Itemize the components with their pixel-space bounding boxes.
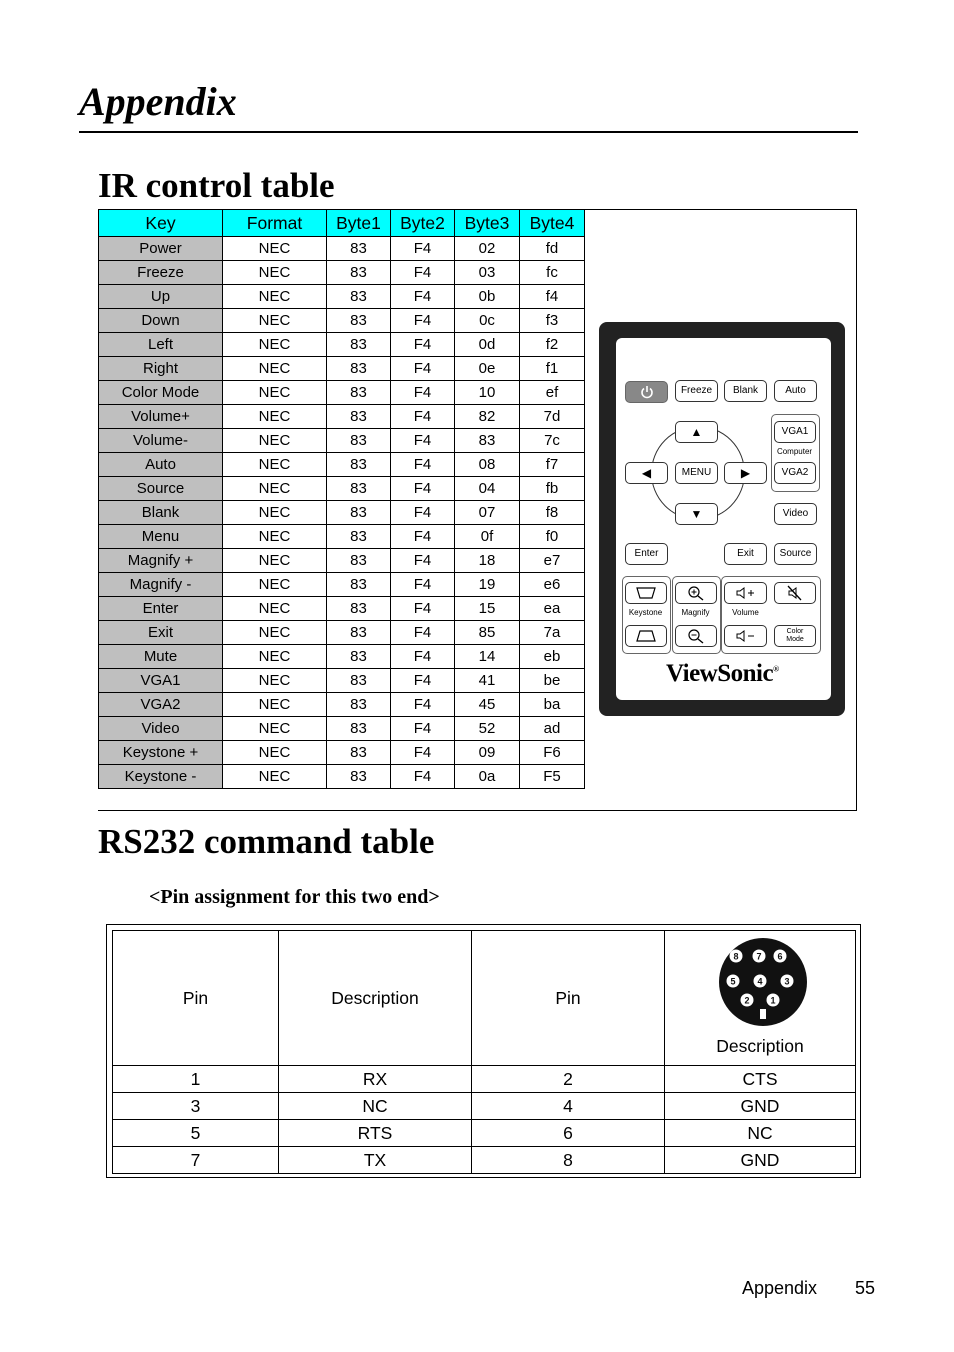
ir-cell-key: Right: [99, 357, 223, 381]
ir-cell-format: NEC: [223, 573, 327, 597]
ir-cell-byte3: 03: [455, 261, 520, 285]
ir-cell-byte2: F4: [391, 573, 455, 597]
ir-cell-byte1: 83: [327, 741, 391, 765]
down-arrow-icon: ▼: [690, 507, 703, 521]
ir-cell-key: Mute: [99, 645, 223, 669]
ir-cell-key: Video: [99, 717, 223, 741]
right-arrow-icon: ▶: [740, 466, 751, 480]
ir-cell-key: Volume-: [99, 429, 223, 453]
ir-cell-byte3: 0c: [455, 309, 520, 333]
ir-cell-byte3: 04: [455, 477, 520, 501]
connector-pin-label: 6: [777, 951, 783, 962]
ir-cell-byte4: 7c: [520, 429, 585, 453]
ir-cell-byte3: 08: [455, 453, 520, 477]
ir-cell-key: Down: [99, 309, 223, 333]
ir-cell-byte3: 41: [455, 669, 520, 693]
ir-control-heading: IR control table: [98, 166, 335, 205]
up-arrow-icon: ▲: [690, 425, 703, 439]
ir-cell-format: NEC: [223, 261, 327, 285]
ir-cell-key: Volume+: [99, 405, 223, 429]
right-button: [724, 462, 767, 484]
power-icon: [640, 385, 654, 399]
ir-row: [99, 429, 585, 453]
ir-cell-key: Keystone +: [99, 741, 223, 765]
ir-cell-byte2: F4: [391, 669, 455, 693]
ir-row: [99, 741, 585, 765]
rs232-cell-description: GND: [665, 1147, 856, 1174]
page-number: 55: [855, 1278, 876, 1298]
ir-cell-byte4: fd: [520, 237, 585, 261]
ir-row: [99, 285, 585, 309]
footer-section: Appendix: [742, 1278, 818, 1298]
ir-cell-byte1: 83: [327, 717, 391, 741]
ir-cell-key: Left: [99, 333, 223, 357]
rs232-cell-pin: 8: [472, 1147, 665, 1174]
ir-cell-byte2: F4: [391, 357, 455, 381]
ir-cell-byte1: 83: [327, 381, 391, 405]
zoom-out-icon: [687, 628, 705, 644]
ir-cell-byte2: F4: [391, 525, 455, 549]
down-button: [675, 503, 718, 525]
ir-cell-byte2: F4: [391, 597, 455, 621]
connector-pin-label: 1: [770, 995, 776, 1006]
rs232-cell-pin: 5: [113, 1120, 279, 1147]
ir-cell-format: NEC: [223, 741, 327, 765]
keystone-plus-icon: [635, 586, 657, 600]
rs232-cell-description: RX: [279, 1066, 472, 1093]
col-byte3: Byte3: [455, 210, 520, 237]
ir-cell-byte3: 0e: [455, 357, 520, 381]
col-byte2: Byte2: [391, 210, 455, 237]
ir-cell-byte1: 83: [327, 645, 391, 669]
ir-cell-byte3: 85: [455, 621, 520, 645]
ir-cell-byte2: F4: [391, 717, 455, 741]
freeze-button: Freeze: [675, 380, 718, 402]
rs232-heading: RS232 command table: [98, 822, 435, 861]
blank-button: Blank: [724, 380, 767, 402]
ir-cell-byte4: ba: [520, 693, 585, 717]
color-mode-label-2: Mode: [786, 636, 804, 643]
mute-button: [774, 582, 816, 604]
ir-row: [99, 525, 585, 549]
rs232-cell-description: GND: [665, 1093, 856, 1120]
left-button: [625, 462, 668, 484]
auto-button: Auto: [774, 380, 817, 402]
ir-cell-format: NEC: [223, 525, 327, 549]
ir-cell-byte1: 83: [327, 765, 391, 789]
ir-cell-format: NEC: [223, 669, 327, 693]
ir-cell-byte1: 83: [327, 573, 391, 597]
ir-row: [99, 669, 585, 693]
keystone-minus-button: [625, 625, 667, 647]
rs232-cell-description: NC: [279, 1093, 472, 1120]
magnify-label: Magnify: [681, 608, 710, 617]
ir-cell-format: NEC: [223, 621, 327, 645]
ir-cell-format: NEC: [223, 405, 327, 429]
connector-pin-label: 3: [784, 976, 790, 987]
ir-cell-byte1: 83: [327, 405, 391, 429]
ir-cell-byte2: F4: [391, 693, 455, 717]
ir-cell-format: NEC: [223, 693, 327, 717]
ir-cell-byte4: ea: [520, 597, 585, 621]
ir-cell-byte4: ef: [520, 381, 585, 405]
ir-cell-byte3: 19: [455, 573, 520, 597]
ir-cell-format: NEC: [223, 477, 327, 501]
ir-cell-byte4: f3: [520, 309, 585, 333]
ir-cell-byte1: 83: [327, 261, 391, 285]
registered-mark: ®: [773, 664, 779, 674]
col-byte1: Byte1: [327, 210, 391, 237]
ir-control-table: [98, 209, 585, 789]
enter-button: Enter: [625, 543, 668, 565]
ir-cell-byte1: 83: [327, 237, 391, 261]
left-arrow-icon: ◀: [641, 466, 652, 480]
computer-label: Computer: [776, 447, 813, 456]
ir-row: [99, 765, 585, 789]
ir-cell-byte1: 83: [327, 693, 391, 717]
volume-label: Volume: [732, 608, 759, 617]
volume-up-icon: [735, 586, 757, 600]
ir-cell-key: Magnify -: [99, 573, 223, 597]
ir-cell-key: Source: [99, 477, 223, 501]
rs232-cell-description: TX: [279, 1147, 472, 1174]
ir-cell-format: NEC: [223, 381, 327, 405]
vga1-button: VGA1: [774, 421, 816, 443]
ir-row: [99, 309, 585, 333]
ir-row: [99, 357, 585, 381]
ir-cell-byte2: F4: [391, 429, 455, 453]
ir-cell-byte4: f0: [520, 525, 585, 549]
ir-cell-byte4: 7a: [520, 621, 585, 645]
zoom-in-icon: [687, 585, 705, 601]
magnify-plus-button: [675, 582, 717, 604]
connector-pin-label: 4: [757, 976, 763, 987]
ir-cell-byte1: 83: [327, 549, 391, 573]
din-connector-icon: [718, 937, 808, 1027]
remote-face: [616, 338, 831, 700]
ir-cell-byte4: f4: [520, 285, 585, 309]
ir-cell-byte2: F4: [391, 477, 455, 501]
rs232-cell-description: NC: [665, 1120, 856, 1147]
ir-cell-byte1: 83: [327, 453, 391, 477]
ir-cell-byte2: F4: [391, 333, 455, 357]
ir-row: [99, 693, 585, 717]
ir-row: [99, 645, 585, 669]
connector-cell: [665, 931, 856, 1066]
ir-cell-byte1: 83: [327, 501, 391, 525]
ir-cell-byte4: F5: [520, 765, 585, 789]
ir-row: [99, 717, 585, 741]
ir-cell-byte4: be: [520, 669, 585, 693]
ir-cell-byte4: fc: [520, 261, 585, 285]
col-pin-2: Pin: [472, 931, 665, 1066]
ir-cell-byte4: 7d: [520, 405, 585, 429]
keystone-minus-icon: [635, 629, 657, 643]
rs232-pin-table: [112, 930, 856, 1174]
ir-cell-byte2: F4: [391, 309, 455, 333]
ir-cell-byte2: F4: [391, 645, 455, 669]
rs232-row: [113, 1093, 856, 1120]
rs232-cell-pin: 2: [472, 1066, 665, 1093]
ir-cell-byte3: 15: [455, 597, 520, 621]
ir-cell-format: NEC: [223, 765, 327, 789]
ir-cell-format: NEC: [223, 429, 327, 453]
ir-row: [99, 477, 585, 501]
ir-cell-byte4: eb: [520, 645, 585, 669]
remote-control-image: [599, 322, 845, 716]
rs232-cell-pin: 1: [113, 1066, 279, 1093]
ir-row: [99, 501, 585, 525]
ir-cell-format: NEC: [223, 309, 327, 333]
ir-cell-key: Magnify +: [99, 549, 223, 573]
keystone-plus-button: [625, 582, 667, 604]
ir-cell-key: Auto: [99, 453, 223, 477]
ir-row: [99, 405, 585, 429]
ir-cell-byte3: 0d: [455, 333, 520, 357]
ir-cell-key: Power: [99, 237, 223, 261]
ir-cell-byte3: 14: [455, 645, 520, 669]
ir-row: [99, 573, 585, 597]
ir-cell-byte3: 52: [455, 717, 520, 741]
ir-cell-format: NEC: [223, 717, 327, 741]
ir-cell-byte1: 83: [327, 285, 391, 309]
ir-cell-key: Enter: [99, 597, 223, 621]
ir-row: [99, 597, 585, 621]
ir-cell-byte4: e7: [520, 549, 585, 573]
connector-pin-label: 5: [730, 976, 736, 987]
ir-cell-format: NEC: [223, 453, 327, 477]
ir-cell-key: Menu: [99, 525, 223, 549]
vga2-button: VGA2: [774, 462, 816, 484]
col-pin-1: Pin: [113, 931, 279, 1066]
rs232-cell-pin: 6: [472, 1120, 665, 1147]
ir-cell-byte2: F4: [391, 261, 455, 285]
col-description-2: Description: [716, 1036, 804, 1056]
ir-row: [99, 453, 585, 477]
ir-cell-key: Exit: [99, 621, 223, 645]
ir-cell-format: NEC: [223, 333, 327, 357]
ir-cell-format: NEC: [223, 285, 327, 309]
volume-minus-button: [724, 625, 767, 647]
rs232-header-row: [113, 931, 856, 1066]
ir-cell-byte2: F4: [391, 741, 455, 765]
connector-pin-label: 2: [744, 995, 750, 1006]
volume-down-icon: [735, 629, 757, 643]
ir-cell-byte4: ad: [520, 717, 585, 741]
ir-cell-byte2: F4: [391, 237, 455, 261]
ir-cell-byte1: 83: [327, 621, 391, 645]
ir-cell-byte2: F4: [391, 381, 455, 405]
rs232-row: [113, 1147, 856, 1174]
ir-row: [99, 237, 585, 261]
ir-cell-format: NEC: [223, 501, 327, 525]
source-button: Source: [774, 543, 817, 565]
ir-cell-byte4: f1: [520, 357, 585, 381]
ir-cell-byte4: f7: [520, 453, 585, 477]
ir-cell-byte2: F4: [391, 405, 455, 429]
ir-cell-byte1: 83: [327, 357, 391, 381]
ir-cell-byte2: F4: [391, 765, 455, 789]
ir-row: [99, 333, 585, 357]
ir-cell-byte4: fb: [520, 477, 585, 501]
mute-icon: [784, 585, 806, 601]
ir-cell-byte3: 45: [455, 693, 520, 717]
ir-cell-byte3: 07: [455, 501, 520, 525]
video-button: Video: [774, 503, 817, 525]
ir-row: [99, 381, 585, 405]
rs232-cell-pin: 3: [113, 1093, 279, 1120]
ir-row: [99, 621, 585, 645]
volume-plus-button: [724, 582, 767, 604]
ir-cell-byte1: 83: [327, 525, 391, 549]
color-mode-label-1: Color: [786, 628, 804, 635]
ir-cell-byte1: 83: [327, 477, 391, 501]
ir-cell-byte3: 09: [455, 741, 520, 765]
col-key: Key: [99, 210, 223, 237]
ir-cell-byte4: f8: [520, 501, 585, 525]
ir-cell-key: Keystone -: [99, 765, 223, 789]
ir-row: [99, 549, 585, 573]
ir-cell-byte2: F4: [391, 285, 455, 309]
rs232-cell-description: RTS: [279, 1120, 472, 1147]
ir-cell-format: NEC: [223, 645, 327, 669]
rs232-row: [113, 1066, 856, 1093]
ir-cell-byte4: f2: [520, 333, 585, 357]
menu-button: MENU: [675, 462, 718, 484]
magnify-minus-button: [675, 625, 717, 647]
ir-cell-key: Blank: [99, 501, 223, 525]
ir-cell-byte1: 83: [327, 333, 391, 357]
rs232-cell-pin: 4: [472, 1093, 665, 1120]
ir-cell-key: Color Mode: [99, 381, 223, 405]
ir-cell-byte3: 83: [455, 429, 520, 453]
col-byte4: Byte4: [520, 210, 585, 237]
ir-cell-byte1: 83: [327, 597, 391, 621]
rs232-cell-pin: 7: [113, 1147, 279, 1174]
ir-cell-byte4: F6: [520, 741, 585, 765]
title-rule: [79, 131, 858, 133]
ir-cell-key: Up: [99, 285, 223, 309]
ir-cell-format: NEC: [223, 549, 327, 573]
ir-cell-format: NEC: [223, 237, 327, 261]
ir-cell-byte3: 18: [455, 549, 520, 573]
ir-cell-byte2: F4: [391, 621, 455, 645]
up-button: [675, 421, 718, 443]
keystone-label: Keystone: [628, 608, 663, 617]
ir-cell-byte3: 82: [455, 405, 520, 429]
ir-cell-byte3: 10: [455, 381, 520, 405]
ir-cell-format: NEC: [223, 597, 327, 621]
col-format: Format: [223, 210, 327, 237]
color-mode-button: [774, 625, 816, 647]
viewsonic-logo: [666, 660, 779, 688]
ir-header-row: [99, 210, 585, 237]
ir-cell-byte3: 02: [455, 237, 520, 261]
ir-cell-format: NEC: [223, 357, 327, 381]
ir-cell-byte2: F4: [391, 453, 455, 477]
ir-cell-byte1: 83: [327, 309, 391, 333]
col-description-1: Description: [279, 931, 472, 1066]
ir-cell-byte3: 0b: [455, 285, 520, 309]
ir-cell-byte1: 83: [327, 669, 391, 693]
rs232-cell-description: CTS: [665, 1066, 856, 1093]
ir-cell-byte3: 0f: [455, 525, 520, 549]
power-button: [625, 381, 668, 403]
pin-assignment-subheading: <Pin assignment for this two end>: [149, 886, 440, 908]
ir-row: [99, 261, 585, 285]
ir-cell-key: VGA2: [99, 693, 223, 717]
ir-cell-key: Freeze: [99, 261, 223, 285]
connector-pin-label: 7: [756, 951, 762, 962]
brand-name: ViewSonic: [666, 660, 774, 687]
ir-cell-key: VGA1: [99, 669, 223, 693]
ir-cell-byte4: e6: [520, 573, 585, 597]
exit-button: Exit: [724, 543, 767, 565]
ir-cell-byte3: 0a: [455, 765, 520, 789]
rs232-row: [113, 1120, 856, 1147]
ir-cell-byte1: 83: [327, 429, 391, 453]
connector-pin-label: 8: [733, 951, 739, 962]
ir-cell-byte2: F4: [391, 501, 455, 525]
page-title: Appendix: [79, 79, 237, 124]
ir-cell-byte2: F4: [391, 549, 455, 573]
